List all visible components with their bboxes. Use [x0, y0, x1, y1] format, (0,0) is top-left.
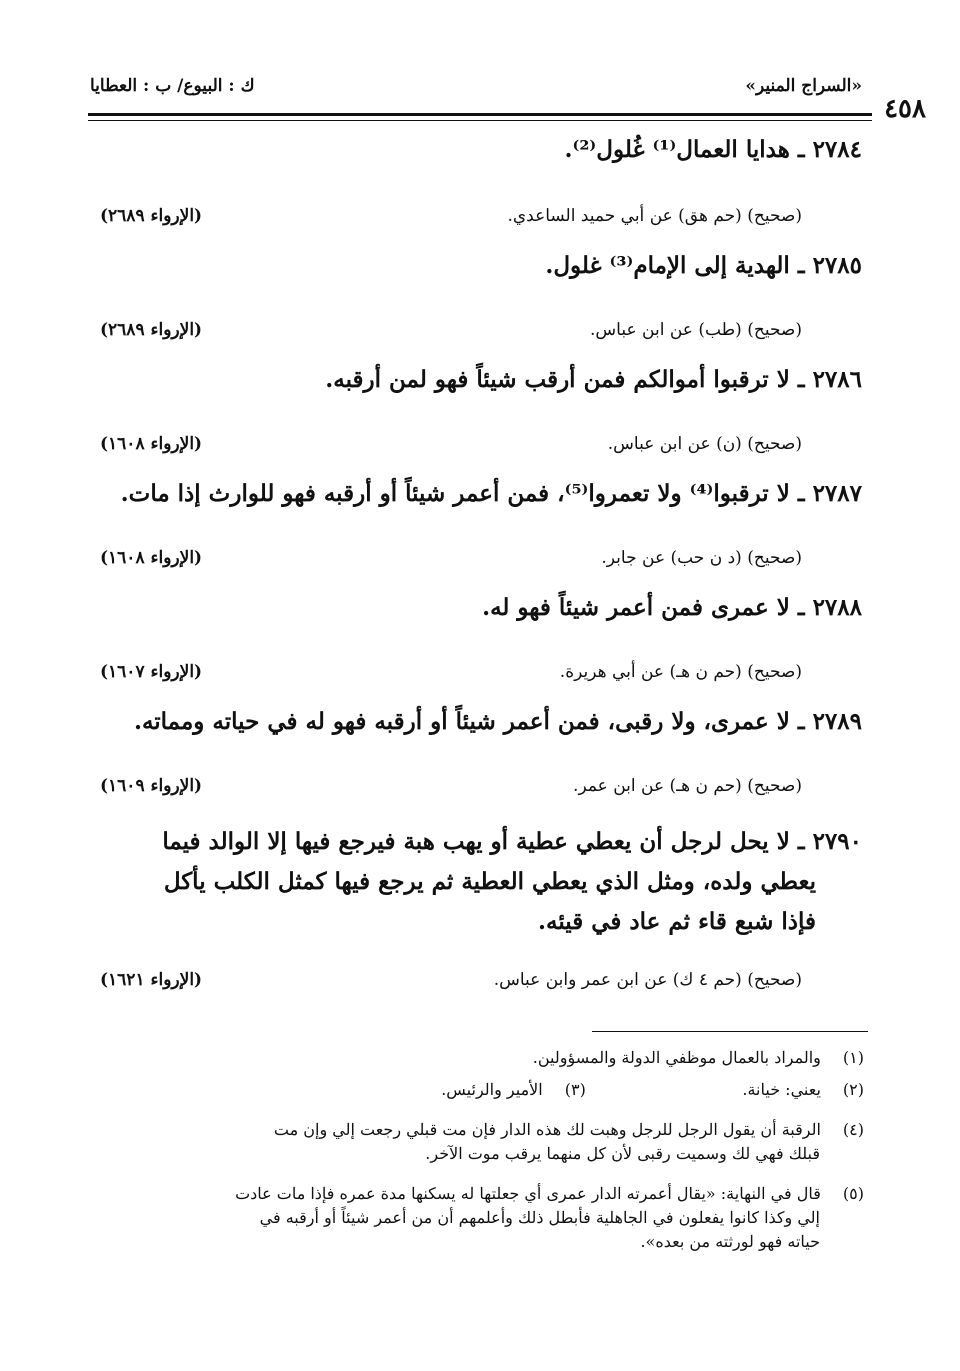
- hadith-reference: (الإرواء ١٦٠٨): [100, 548, 203, 568]
- footnote-number: (٢): [842, 1080, 864, 1099]
- footnote-number: (١): [842, 1048, 864, 1067]
- footnote-4: [94, 1118, 864, 1166]
- header-rule-thin: [88, 120, 872, 121]
- hadith-text: ٢٧٨٧ ـ لا ترقبوا⁽⁴⁾ ولا تعمروا⁽⁵⁾، فمن أعمر شيئاً أو أرقبه فهو للوارث إذا مات.: [120, 480, 862, 507]
- footnote-text-continued: حياته فهو لورثته من بعده».: [640, 1232, 820, 1251]
- footnote-5: [94, 1182, 864, 1254]
- hadith-text: ٢٧٨٩ ـ لا عمرى، ولا رقبى، فمن أعمر شيئاً أو أرقبه فهو له في حياته ومماته.: [133, 708, 862, 735]
- hadith-reference: (الإرواء ١٦٠٨): [100, 434, 203, 454]
- footnote-1: [94, 1046, 864, 1070]
- footnote-number: (٣): [564, 1080, 586, 1099]
- footnote-text-continued: قبلك فهي لك وسميت رقبى لأن كل منهما يرقب موت الآخر.: [425, 1144, 820, 1163]
- section-heading: ك : البيوع/ ب : العطايا: [90, 76, 255, 96]
- page-number: ٤٥٨: [884, 94, 926, 124]
- footnote-2-3: [94, 1078, 864, 1102]
- hadith-line: ٢٧٩٠ ـ لا يحل لرجل أن يعطي عطية أو يهب هبة فيرجع فيها إلا الوالد فيما: [162, 828, 862, 855]
- footnote-number: (٥): [842, 1184, 864, 1203]
- hadith-reference: (الإرواء ١٦٠٧): [100, 662, 203, 682]
- hadith-grade: (صحيح) (ن) عن ابن عباس.: [607, 434, 802, 454]
- footnote-text: يعني: خيانة.: [742, 1080, 821, 1099]
- footnote-text: الرقبة أن يقول الرجل للرجل وهبت لك هذه الدار فإن مت قبلي رجعت إلي وإن مت: [273, 1120, 821, 1139]
- hadith-text: ٢٧٨٤ ـ هدايا العمال⁽¹⁾ غُلول⁽²⁾.: [564, 136, 862, 163]
- footnote-number: (٤): [842, 1120, 864, 1139]
- hadith-reference: (الإرواء ٢٦٨٩): [100, 320, 203, 340]
- hadith-grade: (صحيح) (حم ن هـ) عن أبي هريرة.: [559, 662, 802, 682]
- hadith-reference: (الإرواء ١٦٢١): [100, 970, 203, 990]
- hadith-text-multiline: [88, 822, 862, 942]
- hadith-line: يعطي ولده، ومثل الذي يعطي العطية ثم يرجع فيها كمثل الكلب يأكل: [163, 868, 816, 895]
- hadith-grade: (صحيح) (طب) عن ابن عباس.: [590, 320, 802, 340]
- footnote-text: الأمير والرئيس.: [441, 1080, 543, 1099]
- hadith-grade: (صحيح) (حم ٤ ك) عن ابن عمر وابن عباس.: [493, 970, 802, 990]
- hadith-text: ٢٧٨٨ ـ لا عمرى فمن أعمر شيئاً فهو له.: [482, 594, 862, 621]
- header-rule-thick: [88, 113, 872, 116]
- hadith-grade: (صحيح) (د ن حب) عن جابر.: [601, 548, 802, 568]
- hadith-reference: (الإرواء ١٦٠٩): [100, 776, 203, 796]
- hadith-text: ٢٧٨٥ ـ الهدية إلى الإمام⁽³⁾ غلول.: [545, 252, 862, 279]
- footnote-text: والمراد بالعمال موظفي الدولة والمسؤولين.: [532, 1048, 821, 1067]
- footnote-text-continued: إلي وكذا كانوا يفعلون في الجاهلية فأبطل ذلك وأعلمهم أن من أعمر شيئاً أو أرقبه في: [259, 1208, 820, 1227]
- footnote-text: قال في النهاية: «يقال أعمرته الدار عمرى أي جعلتها له يسكنها مدة عمره فإذا مات عادت: [235, 1184, 821, 1203]
- running-title: «السراج المنير»: [745, 76, 862, 96]
- hadith-reference: (الإرواء ٢٦٨٩): [100, 206, 203, 226]
- hadith-grade: (صحيح) (حم ن هـ) عن ابن عمر.: [573, 776, 802, 796]
- hadith-text: ٢٧٨٦ ـ لا ترقبوا أموالكم فمن أرقب شيئاً فهو لمن أرقبه.: [325, 366, 862, 393]
- footnote-separator: [592, 1031, 868, 1032]
- hadith-grade: (صحيح) (حم هق) عن أبي حميد الساعدي.: [507, 206, 802, 226]
- hadith-line: فإذا شبع قاء ثم عاد في قيئه.: [537, 908, 816, 935]
